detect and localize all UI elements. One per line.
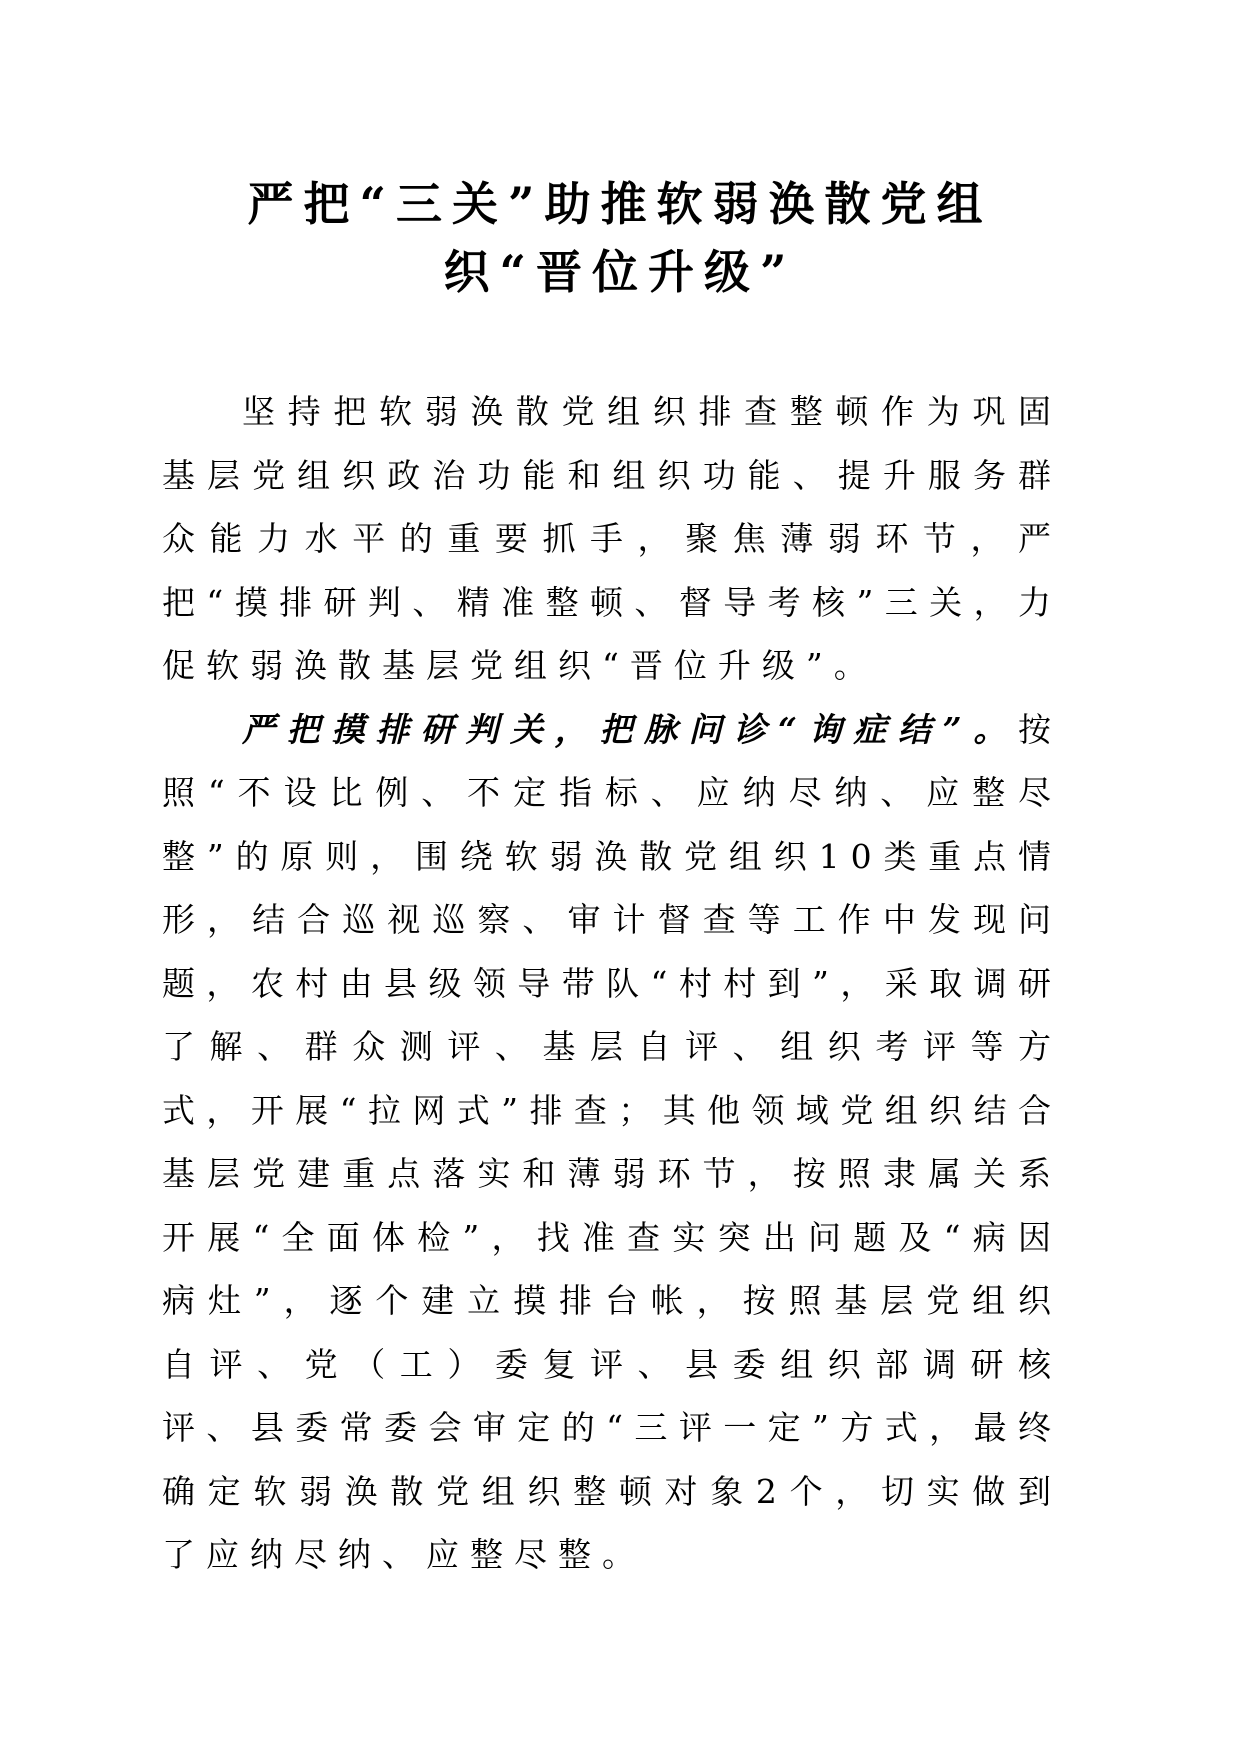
title-line-2: 织“晋位升级”	[443, 245, 797, 299]
paragraph-text: 按照“不设比例、不定指标、应纳尽纳、应整尽整”的原则，围绕软弱涣散党组织10类重点情形，结合巡视巡察、审计督查等工作中发现问题，农村由县级领导带队“村村到”，采取调研了解、群众测评、基层自评、组织考评等方式，开展“拉网式”排查；其他领域党组织结合基层党建重点落实和薄弱环节，按照隶属关系开展“全面体检”，找准查实突出问题及“病因病灶”，逐个建立摸排台帐，按照基层党组织自评、党（工）委复评、县委组织部调研核评、县委常委会审定的“三评一定”方式，最终确定软弱涣散党组织整顿对象2个，切实做到了应纳尽纳、应整尽整。	[162, 709, 1062, 1574]
paragraph-intro	[162, 380, 1062, 698]
page-title	[150, 170, 1090, 306]
title-line-1: 严把“三关”助推软弱涣散党组	[247, 177, 993, 231]
paragraph-text: 坚持把软弱涣散党组织排查整顿作为巩固基层党组织政治功能和组织功能、提升服务群众能力水平的重要抓手，聚焦薄弱环节，严把“摸排研判、精准整顿、督导考核”三关，力促软弱涣散基层党组织“晋位升级”。	[162, 392, 1062, 685]
paragraph-section-1	[162, 698, 1062, 1587]
document-body	[162, 380, 1062, 1587]
section-heading: 严把摸排研判关，把脉问诊“询症结”。	[242, 709, 1018, 749]
